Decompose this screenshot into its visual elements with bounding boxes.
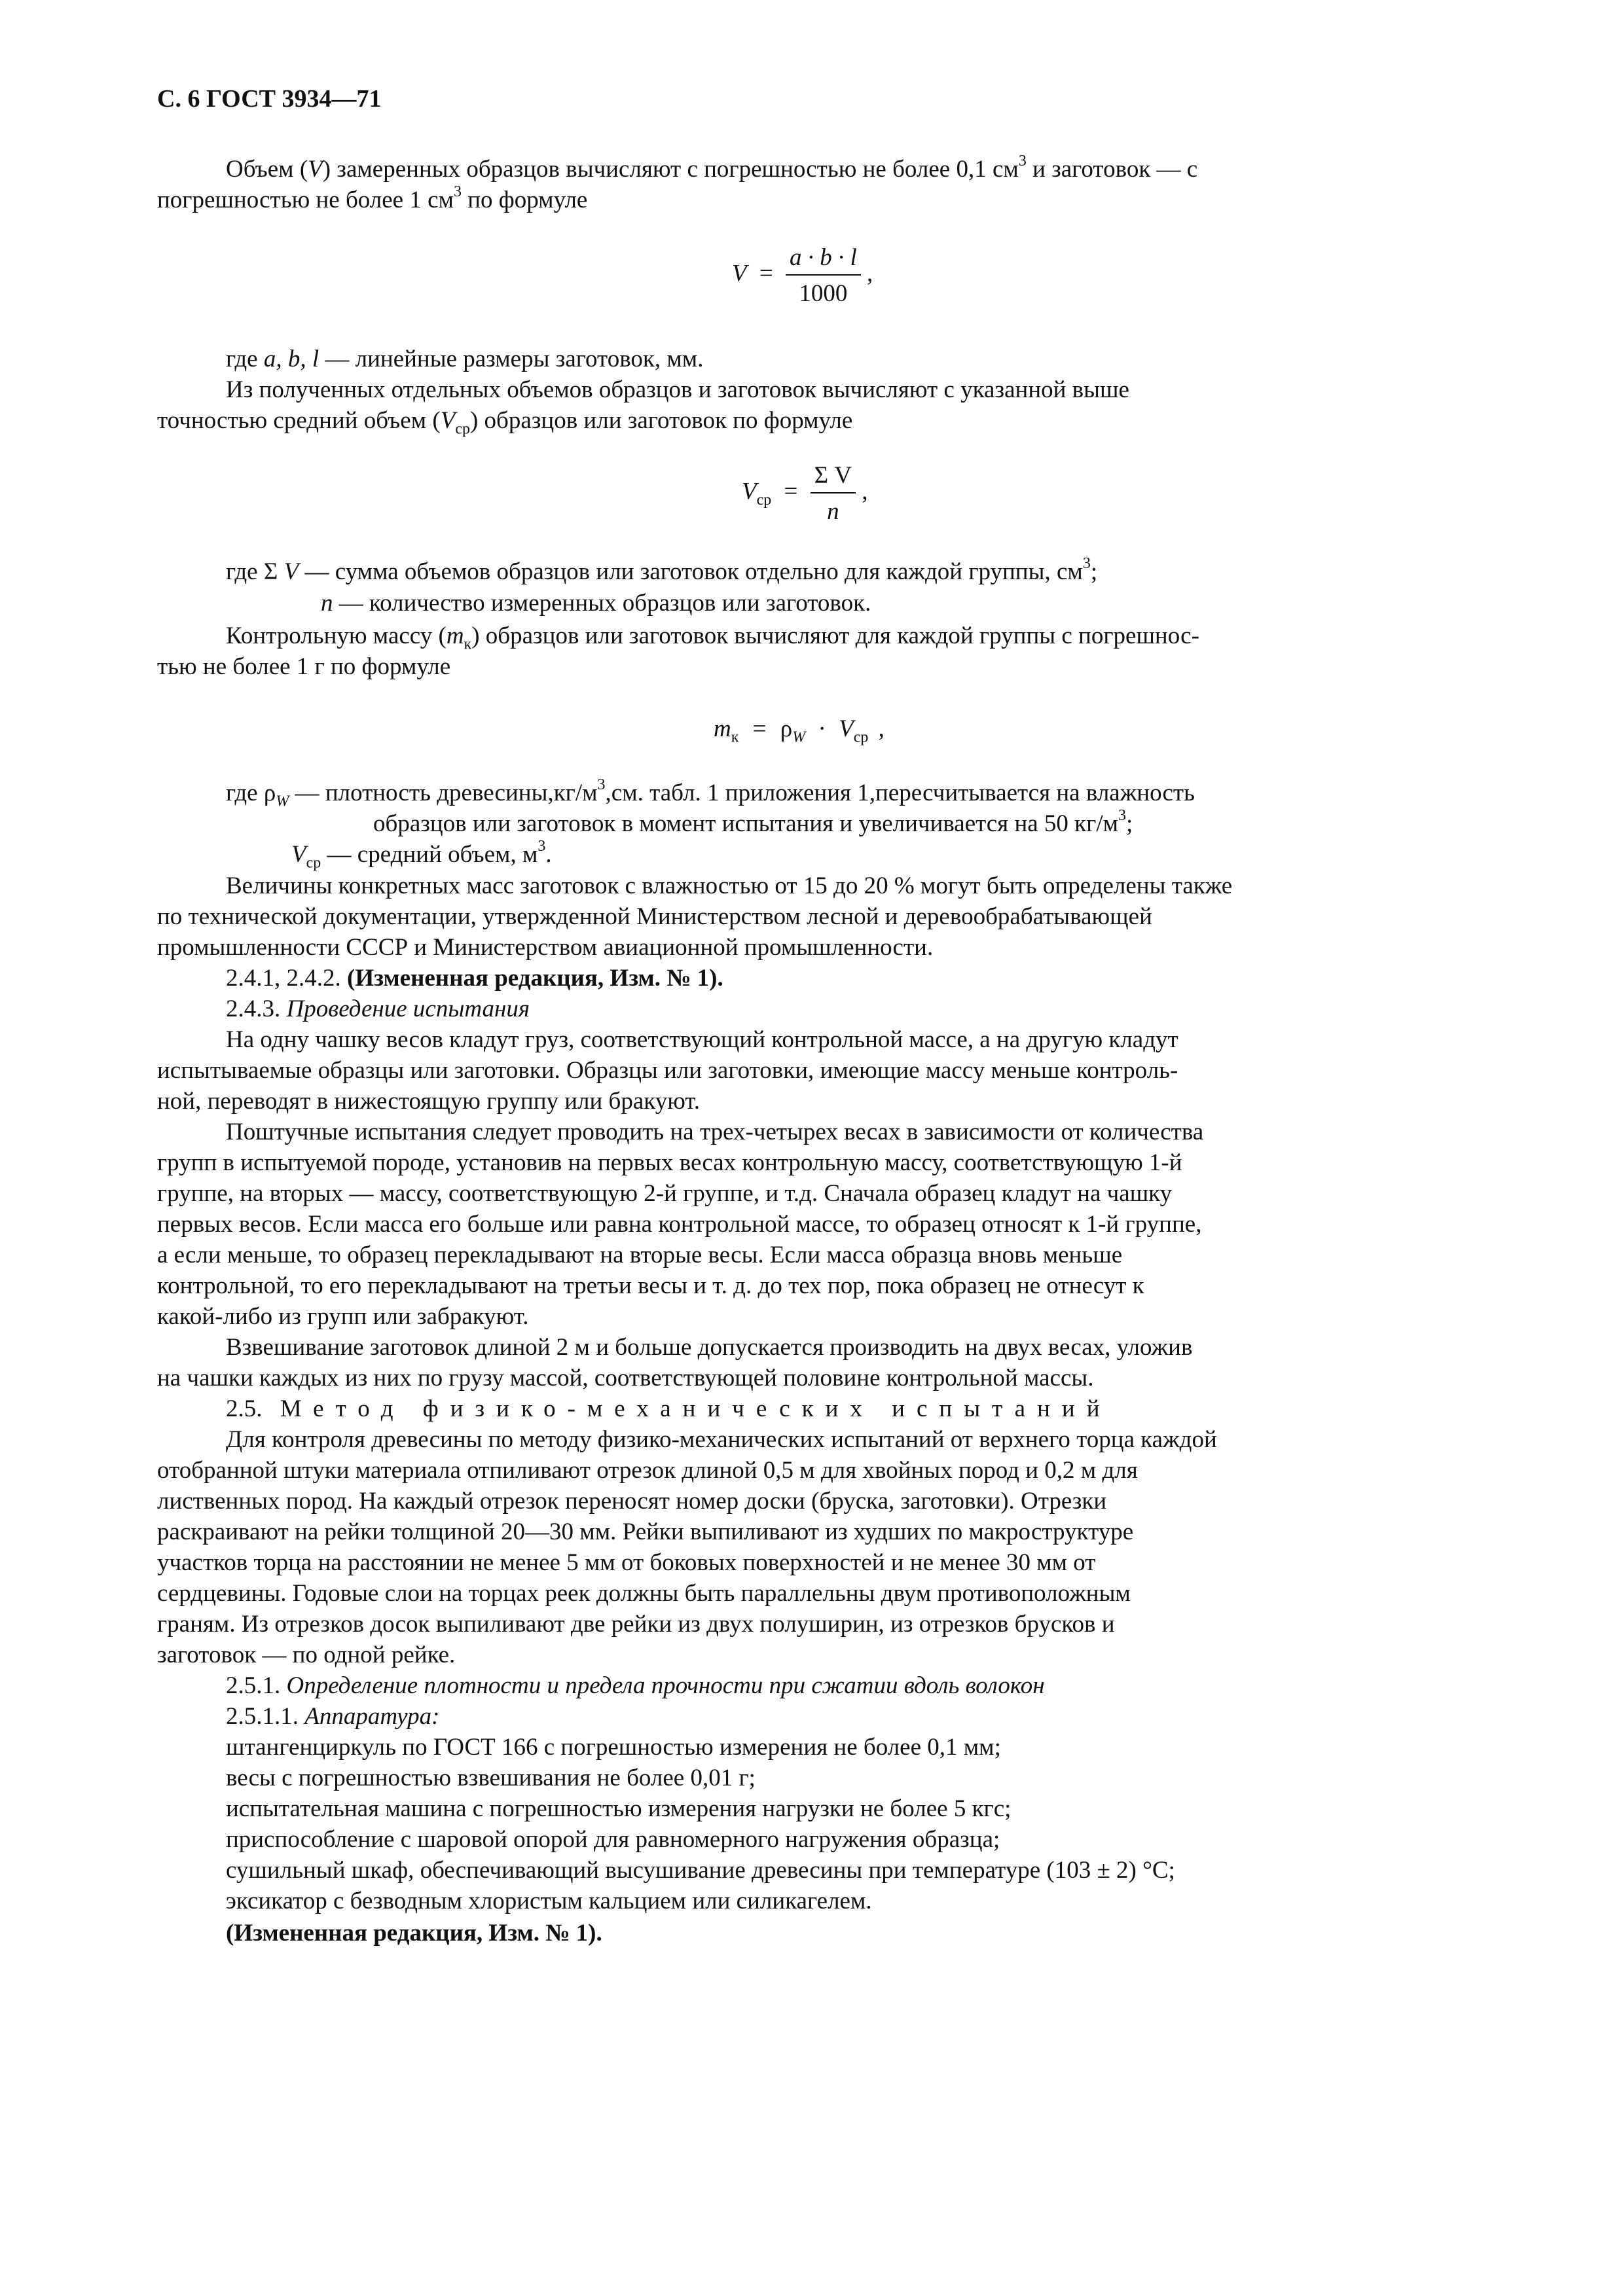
paragraph-line: первых весов. Если масса его больше или равна контрольной массе, то образец относят к 1-й группе, [157, 1211, 1202, 1238]
list-item: приспособление с шаровой опорой для равномерного нагружения образца; [226, 1826, 1000, 1853]
paragraph-line: Взвешивание заготовок длиной 2 м и больше допускается производить на двух весах, уложив [226, 1334, 1193, 1361]
section-heading: 2.4.3. Проведение испытания [226, 996, 530, 1022]
section-heading: 2.5.1. Определение плотности и предела прочности при сжатии вдоль волокон [226, 1672, 1045, 1699]
paragraph-line: Объем (V) замеренных образцов вычисляют с погрешностью не более 0,1 $см^3$ и заготовок — с [226, 152, 1198, 183]
section-heading: 2.5.1.1. Аппаратура: [226, 1703, 440, 1730]
paragraph-line: группе, на вторых — массу, соответствующую 2-й группе, и т.д. Сначала образец кладут на чашку [157, 1180, 1173, 1207]
paragraph-line: по технической документации, утвержденной Министерством лесной и деревообрабатывающей [157, 903, 1152, 930]
paragraph-line: лиственных пород. На каждый отрезок переносят номер доски (бруска, заготовки). Отрезки [157, 1488, 1107, 1515]
paragraph-line: $V_{ср}$ — средний объем, $м^3$. [291, 838, 552, 872]
list-item: штангенциркуль по ГОСТ 166 с погрешностью измерения не более 0,1 мм; [226, 1734, 1001, 1761]
paragraph-line: промышленности СССР и Министерством авиационной промышленности. [157, 934, 934, 961]
paragraph-line: на чашки каждых из них по грузу массой, соответствующей половине контрольной массы. [157, 1365, 1094, 1391]
amendment-note: 2.4.1, 2.4.2. (Измененная редакция, Изм. № 1). [226, 965, 723, 992]
paragraph-line: сердцевины. Годовые слои на торцах реек должны быть параллельны двум противоположным [157, 1580, 1131, 1607]
paragraph-line: участков торца на расстоянии не менее 5 мм от боковых поверхностей и не менее 30 мм от [157, 1549, 1096, 1576]
paragraph-line: раскраивают на рейки толщиной 20—30 мм. Рейки выпиливают из худших по макроструктуре [157, 1518, 1134, 1545]
amendment-note: (Измененная редакция, Изм. № 1). [226, 1920, 602, 1946]
control-mass-formula: $m_к = \rho_W \cdot V_{ср}$ , [714, 715, 884, 746]
paragraph-line: На одну чашку весов кладут груз, соответствующий контрольной массе, а на другую кладут [226, 1026, 1178, 1053]
formula-numerator: Σ V [811, 461, 856, 493]
paragraph-line: отобранной штуки материала отпиливают отрезок длиной 0,5 м для хвойных пород и 0,2 м для [157, 1457, 1138, 1484]
volume-formula: V = $\frac{a \cdot b \cdot l}{1000}$ , [732, 244, 873, 307]
list-item: весы с погрешностью взвешивания не более 0,01 г; [226, 1765, 756, 1791]
paragraph-line: тью не более 1 г по формуле [157, 653, 451, 680]
formula-denominator: n [827, 498, 839, 525]
paragraph-line: ной, переводят в нижестоящую группу или бракуют. [157, 1088, 701, 1115]
paragraph-line: заготовок — по одной рейке. [157, 1641, 456, 1668]
paragraph-line: Для контроля древесины по методу физико-механических испытаний от верхнего торца каждой [226, 1426, 1217, 1453]
paragraph-line: граням. Из отрезков досок выпиливают две рейки из двух полуширин, из отрезков брусков и [157, 1611, 1115, 1638]
page-header: С. 6 ГОСТ 3934—71 [157, 85, 382, 113]
average-volume-formula: $V_{ср}$ = $\frac{\text{Σ V}}{n}$ , [742, 462, 868, 525]
formula-numerator: a · b · l [786, 243, 861, 276]
paragraph-line: групп в испытуемой породе, установив на первых весах контрольную массу, соответствующую 1-й [157, 1149, 1182, 1176]
list-item: испытательная машина с погрешностью измерения нагрузки не более 5 кгс; [226, 1795, 1012, 1822]
list-item: эксикатор с безводным хлористым кальцием или силикагелем. [226, 1888, 872, 1914]
list-item: сушильный шкаф, обеспечивающий высушивание древесины при температуре (103 ± 2) °С; [226, 1857, 1175, 1884]
paragraph-line: где a, b, l — линейные размеры заготовок, мм. [226, 346, 704, 372]
paragraph-line: Из полученных отдельных объемов образцов и заготовок вычисляют с указанной выше [226, 376, 1129, 403]
paragraph-line: контрольной, то его перекладывают на третьи весы и т. д. до тех пор, пока образец не отнесут к [157, 1272, 1144, 1299]
paragraph-line: погрешностью не более 1 $см^3$ по формуле [157, 183, 588, 213]
paragraph-line: образцов или заготовок в момент испытания и увеличивается на 50 $кг/м^3$; [373, 807, 1133, 837]
paragraph-line: Поштучные испытания следует проводить на трех-четырех весах в зависимости от количества [226, 1119, 1204, 1145]
paragraph-line: Величины конкретных масс заготовок с влажностью от 15 до 20 % могут быть определены также [226, 872, 1233, 899]
paragraph-line: точностью средний объем $(V_{ср})$ образцов или заготовок по формуле [157, 407, 853, 438]
paragraph-line: а если меньше, то образец перекладывают на вторые весы. Если масса образца вновь меньше [157, 1242, 1123, 1268]
paragraph-line: где Σ V — сумма объемов образцов или заготовок отдельно для каждой группы, $см^3$; [226, 555, 1098, 585]
paragraph-line: испытываемые образцы или заготовки. Образцы или заготовки, имеющие массу меньше контроль- [157, 1057, 1178, 1084]
paragraph-line: какой-либо из групп или забракуют. [157, 1303, 529, 1330]
section-heading: 2.5. Метод физико-механических испытаний [226, 1395, 1112, 1422]
paragraph-line: n — количество измеренных образцов или заготовок. [321, 590, 871, 617]
formula-denominator: 1000 [799, 280, 848, 307]
paragraph-line: где $\rho_W$ — плотность $древесины,кг/м^3,см$. табл. 1 приложения 1,пересчитывается на влажность [226, 776, 1195, 810]
paragraph-line: Контрольную массу $(m_к)$ образцов или заготовок вычисляют для каждой группы с погрешнос- [226, 622, 1199, 653]
